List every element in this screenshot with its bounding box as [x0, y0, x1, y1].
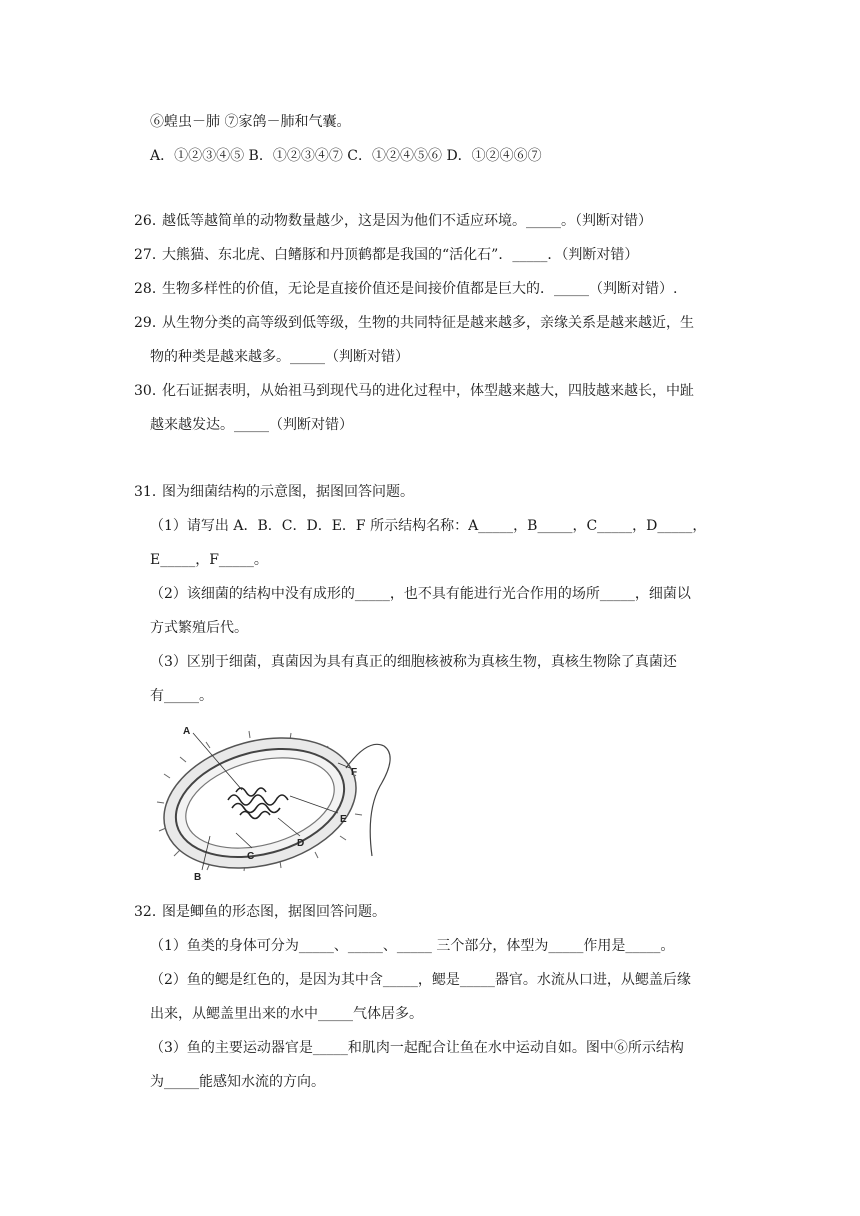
q26-number: 26． [134, 213, 166, 229]
label-a: A [183, 726, 191, 737]
label-e: E [340, 814, 347, 825]
q30-line-2: 越来越发达。_____（判断对错） [150, 417, 353, 433]
q32-part2-line-1: （2）鱼的鳃是红色的，是因为其中含_____，鳃是_____器官。水流从口进，从鳃盖后缘 [150, 972, 691, 988]
label-f: F [351, 767, 358, 778]
q31-part2-line-2: 方式繁殖后代。 [150, 620, 248, 636]
q28-text: 生物多样性的价值，无论是直接价值还是间接价值都是巨大的．_____（判断对错）. [162, 281, 678, 297]
q29-number: 29． [134, 315, 166, 331]
label-b: B [194, 872, 202, 883]
q31-part3-line-1: （3）区别于细菌，真菌因为具有真正的细胞核被称为真核生物，真核生物除了真菌还 [150, 654, 677, 670]
q29-line-1: 从生物分类的高等级到低等级，生物的共同特征是越来越多，亲缘关系是越来越近，生 [162, 315, 694, 331]
q31-number: 31． [134, 484, 166, 500]
q32-part1: （1）鱼类的身体可分为_____、_____、_____ 三个部分，体型为_____作用是_____。 [150, 938, 675, 954]
q29-line-2: 物的种类是越来越多。_____（判断对错） [150, 349, 409, 365]
q32-part3-line-1: （3）鱼的主要运动器官是_____和肌肉一起配合让鱼在水中运动自如。图中⑥所示结构 [150, 1040, 684, 1056]
q31-part3-line-2: 有_____。 [150, 688, 213, 704]
q28-number: 28． [134, 281, 166, 297]
q31-stem: 图为细菌结构的示意图，据图回答问题。 [162, 484, 414, 500]
q30-line-1: 化石证据表明，从始祖马到现代马的进化过程中，体型越来越大，四肢越来越长，中趾 [162, 383, 694, 399]
bacterium-diagram [150, 718, 400, 883]
q30-number: 30． [134, 383, 166, 399]
label-d: D [297, 838, 305, 849]
q32-number: 32． [134, 904, 166, 920]
q25-line-1: ⑥蝗虫－肺 ⑦家鸽－肺和气囊。 [150, 114, 351, 130]
q27-number: 27． [134, 247, 166, 263]
q31-part1-line-1: （1）请写出 A．B．C．D．E．F 所示结构名称：A_____，B_____，C_____，D_____， [150, 518, 707, 534]
q32-part3-line-2: 为_____能感知水流的方向。 [150, 1074, 325, 1090]
label-c: C [247, 851, 255, 862]
q31-part1-line-2: E_____，F_____。 [150, 552, 268, 568]
q31-part2-line-1: （2）该细菌的结构中没有成形的_____，也不具有能进行光合作用的场所_____，细菌以 [150, 586, 691, 602]
q32-part2-line-2: 出来，从鳃盖里出来的水中_____气体居多。 [150, 1006, 423, 1022]
q26-text: 越低等越简单的动物数量越少，这是因为他们不适应环境。_____。（判断对错） [162, 213, 652, 229]
q32-stem: 图是鲫鱼的形态图，据图回答问题。 [162, 904, 386, 920]
q25-options: A．①②③④⑤ B．①②③④⑦ C．①②④⑤⑥ D．①②④⑥⑦ [150, 148, 542, 164]
q27-text: 大熊猫、东北虎、白鳍豚和丹顶鹤都是我国的“活化石”．_____．（判断对错） [162, 247, 639, 263]
